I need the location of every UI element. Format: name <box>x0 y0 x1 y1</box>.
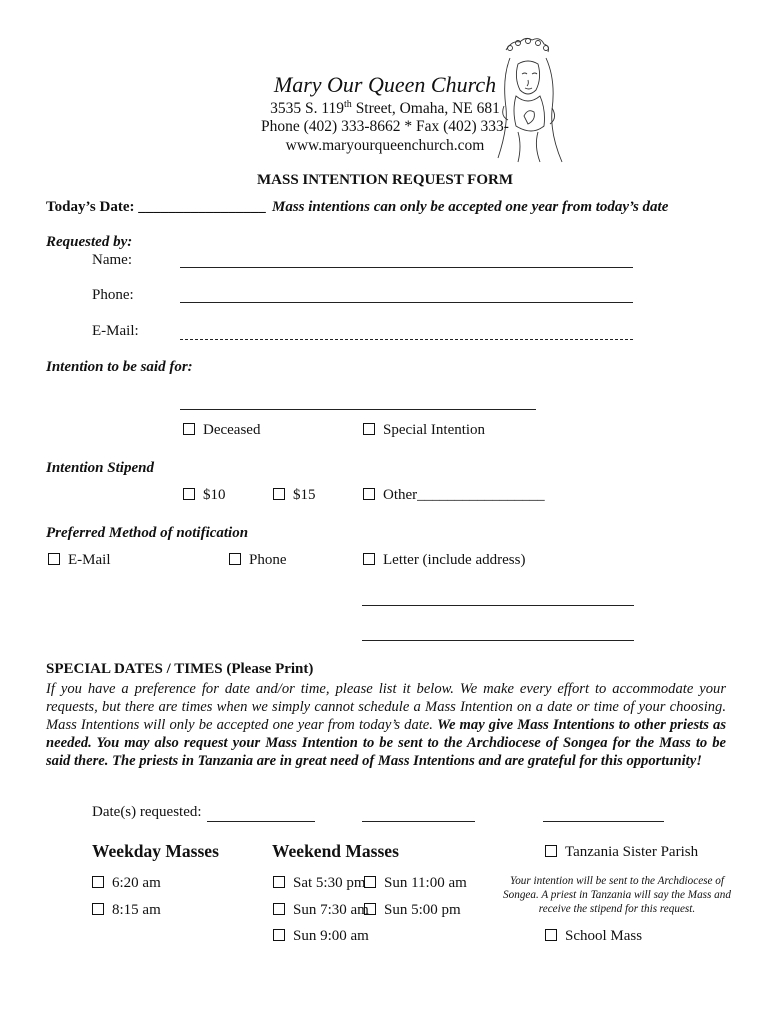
one-year-notice: Mass intentions can only be accepted one year from today’s date <box>272 199 669 215</box>
notify-letter-option[interactable]: Letter (include address) <box>363 552 525 569</box>
email-label: E-Mail: <box>92 323 139 339</box>
checkbox[interactable] <box>229 553 241 565</box>
checkbox[interactable] <box>363 423 375 435</box>
school-mass-option[interactable]: School Mass <box>545 928 642 945</box>
deceased-option[interactable]: Deceased <box>183 422 260 439</box>
intention-heading: Intention to be said for: <box>46 359 193 375</box>
stipend-other-option[interactable]: Other_________________ <box>363 487 545 504</box>
checkbox[interactable] <box>273 903 285 915</box>
checkbox[interactable] <box>273 929 285 941</box>
weekday-masses-heading: Weekday Masses <box>92 841 219 861</box>
todays-date-label: Today’s Date: _________________ <box>46 199 266 215</box>
tanzania-note: Your intention will be sent to the Archdiocese of Songea. A priest in Tanzania will say the Mass and receive the stipend for this request. <box>503 875 731 915</box>
sun-1100-option[interactable]: Sun 11:00 am <box>364 875 467 892</box>
church-address: 3535 S. 119th Street, Omaha, NE 681 <box>270 99 500 118</box>
checkbox[interactable] <box>183 423 195 435</box>
email-field[interactable] <box>180 339 633 340</box>
date-field-3[interactable] <box>543 821 664 822</box>
weekend-masses-heading: Weekend Masses <box>272 841 399 861</box>
checkbox[interactable] <box>363 553 375 565</box>
checkbox[interactable] <box>363 488 375 500</box>
date-field-2[interactable] <box>362 821 475 822</box>
name-field[interactable] <box>180 267 633 268</box>
special-dates-heading: SPECIAL DATES / TIMES (Please Print) <box>46 661 314 677</box>
checkbox[interactable] <box>364 903 376 915</box>
notification-heading: Preferred Method of notification <box>46 525 249 541</box>
requested-by-heading: Requested by: <box>46 234 133 250</box>
checkbox[interactable] <box>183 488 195 500</box>
sun-730-option[interactable]: Sun 7:30 am <box>273 902 369 919</box>
checkbox[interactable] <box>48 553 60 565</box>
dates-requested-label: Date(s) requested: <box>92 804 202 820</box>
church-website: www.maryourqueenchurch.com <box>285 137 485 154</box>
checkbox[interactable] <box>545 929 557 941</box>
special-dates-paragraph: If you have a preference for date and/or time, please list it below. We make every effort to accommodate your requests, but there are times when we simply cannot schedule a Mass Intention on a date or time of your choosing. Mass Intentions will only be accepted one year from today’s date. We may give Mass Intentions to other priests as needed. You may also request your Mass Intention to be sent to the Archdiocese of Songea for the Mass to be said there. The priests in Tanzania are in great need of Mass Intentions and are grateful for this opportunity! <box>46 681 726 769</box>
form-title: MASS INTENTION REQUEST FORM <box>256 172 514 188</box>
tanzania-option[interactable]: Tanzania Sister Parish <box>545 844 698 861</box>
sun-900-option[interactable]: Sun 9:00 am <box>273 928 369 945</box>
address-line-1[interactable] <box>362 605 634 606</box>
phone-label: Phone: <box>92 287 134 303</box>
intention-field[interactable] <box>180 409 536 410</box>
phone-field[interactable] <box>180 302 633 303</box>
stipend-heading: Intention Stipend <box>46 460 154 476</box>
notify-email-option[interactable]: E-Mail <box>48 552 111 569</box>
notify-phone-option[interactable]: Phone <box>229 552 287 569</box>
church-name: Mary Our Queen Church <box>273 72 497 97</box>
checkbox[interactable] <box>273 876 285 888</box>
weekday-620-option[interactable]: 6:20 am <box>92 875 161 892</box>
address-line-2[interactable] <box>362 640 634 641</box>
checkbox[interactable] <box>545 845 557 857</box>
stipend-10-option[interactable]: $10 <box>183 487 226 504</box>
checkbox[interactable] <box>273 488 285 500</box>
checkbox[interactable] <box>364 876 376 888</box>
church-phone: Phone (402) 333-8662 * Fax (402) 333- <box>261 118 509 135</box>
sat-530-option[interactable]: Sat 5:30 pm <box>273 875 366 892</box>
special-intention-option[interactable]: Special Intention <box>363 422 485 439</box>
weekday-815-option[interactable]: 8:15 am <box>92 902 161 919</box>
checkbox[interactable] <box>92 876 104 888</box>
checkbox[interactable] <box>92 903 104 915</box>
name-label: Name: <box>92 252 132 268</box>
sun-500-option[interactable]: Sun 5:00 pm <box>364 902 461 919</box>
stipend-15-option[interactable]: $15 <box>273 487 316 504</box>
date-field-1[interactable] <box>207 821 315 822</box>
